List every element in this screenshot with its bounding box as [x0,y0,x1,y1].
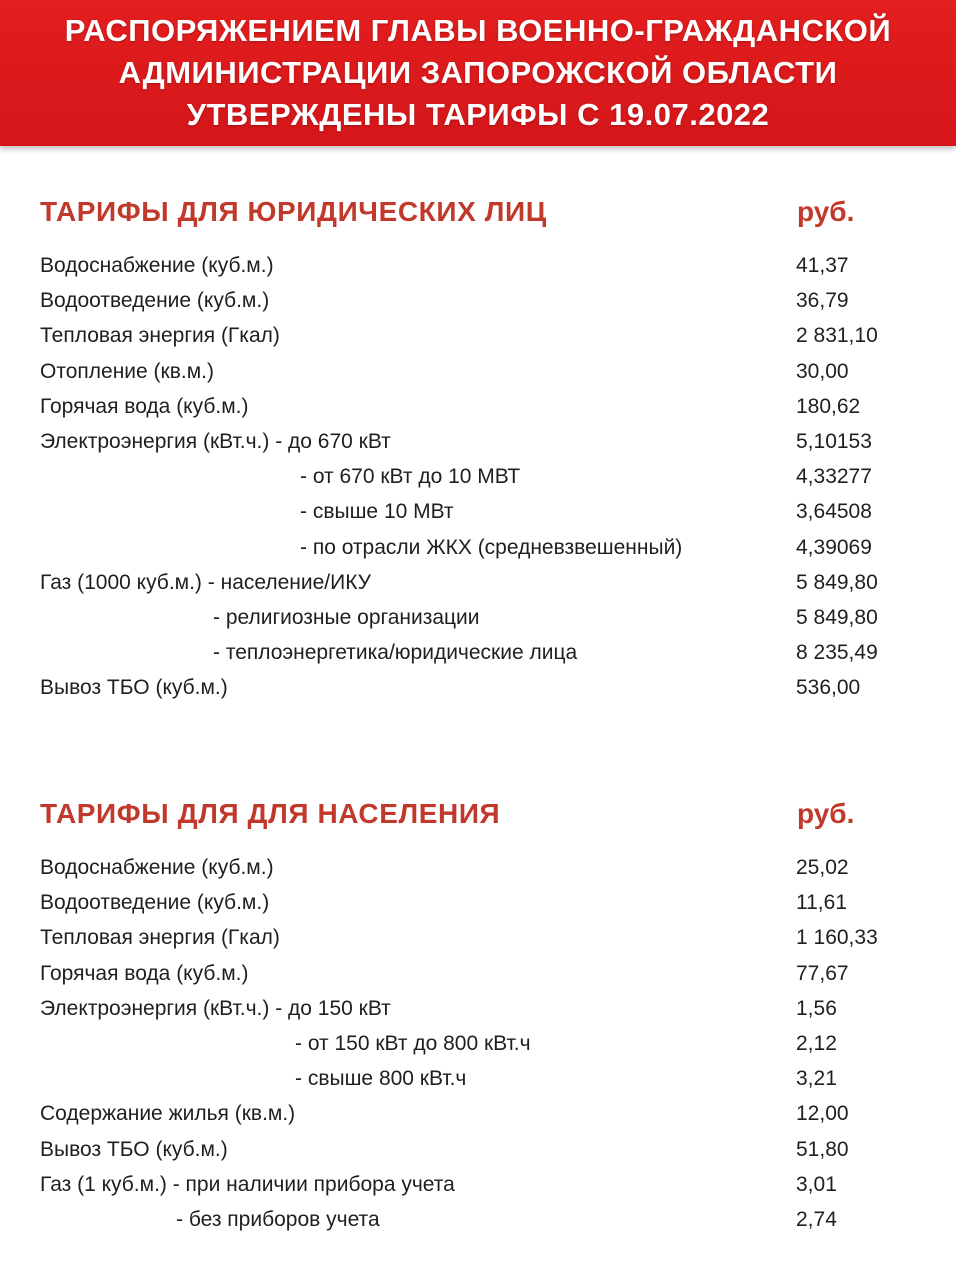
tariff-subrow [0,602,956,637]
tariff-value: 2,12 [796,1031,837,1055]
tariff-label: Водоотведение (куб.м.) [40,289,270,313]
legal-section-title: ТАРИФЫ ДЛЯ ЮРИДИЧЕСКИХ ЛИЦ [40,196,547,227]
tariff-label: - свыше 800 кВт.ч [295,1067,467,1091]
tariff-label: - от 150 кВт до 800 кВт.ч [295,1031,531,1055]
tariff-value: 5 849,80 [796,605,878,629]
header-line-3: УТВЕРЖДЕНЫ ТАРИФЫ С 19.07.2022 [186,97,770,132]
tariff-row [0,391,956,426]
tariff-value: 3,01 [796,1172,837,1196]
legal-section-header [0,196,956,236]
tariff-subrow [0,496,956,531]
header-line-2: АДМИНИСТРАЦИИ ЗАПОРОЖСКОЙ ОБЛАСТИ [118,55,838,90]
tariff-row [0,426,956,461]
tariff-label: Тепловая энергия (Гкал) [40,926,280,950]
tariff-label: - от 670 кВт до 10 МВТ [300,465,521,489]
population-tariffs-section [0,798,956,1239]
tariff-subrow [0,1204,956,1239]
tariff-label: - теплоэнергетика/юридические лица [213,641,578,665]
population-currency-unit: руб. [797,798,855,829]
tariff-label: - свыше 10 МВт [300,500,454,524]
tariff-row [0,1134,956,1169]
header-banner [0,0,956,146]
tariff-row [0,887,956,922]
tariff-subrow [0,532,956,567]
tariff-label: - без приборов учета [176,1207,380,1231]
tariff-subrow [0,461,956,496]
tariff-value: 41,37 [796,254,849,277]
tariff-value: 8 235,49 [796,641,878,665]
population-section-title: ТАРИФЫ ДЛЯ ДЛЯ НАСЕЛЕНИЯ [40,798,501,829]
tariff-value: 1,56 [796,996,837,1020]
tariff-label: Электроэнергия (кВт.ч.) - до 670 кВт [40,429,391,453]
tariff-label: Горячая вода (куб.м.) [40,961,249,985]
tariff-subrow [0,637,956,672]
tariff-label: Газ (1 куб.м.) - при наличии прибора учета [40,1172,455,1196]
tariff-value: 3,21 [796,1067,837,1091]
tariff-row [0,567,956,602]
tariff-value: 5,10153 [796,429,872,453]
tariff-value: 3,64508 [796,500,872,524]
tariff-row [0,852,956,887]
tariff-label: Вывоз ТБО (куб.м.) [40,1137,228,1161]
tariff-label: Содержание жилья (кв.м.) [40,1102,296,1126]
population-section-header [0,798,956,838]
tariff-row [0,1098,956,1133]
tariff-row [0,672,956,707]
tariff-label: Водоснабжение (куб.м.) [40,856,274,879]
tariff-value: 180,62 [796,394,861,418]
tariff-value: 36,79 [796,289,849,313]
tariff-row [0,250,956,285]
tariff-label: Горячая вода (куб.м.) [40,394,249,418]
legal-tariff-list [0,250,956,707]
tariff-row [0,320,956,355]
tariff-row [0,922,956,957]
tariff-value: 2 831,10 [796,324,878,348]
tariff-label: Электроэнергия (кВт.ч.) - до 150 кВт [40,996,391,1020]
tariff-value: 30,00 [796,359,849,383]
tariff-value: 1 160,33 [796,926,878,950]
legal-tariffs-section [0,196,956,707]
tariff-row [0,958,956,993]
tariff-value: 11,61 [796,891,847,915]
tariff-value: 2,74 [796,1207,837,1231]
tariff-value: 4,33277 [796,465,872,489]
tariff-label: Тепловая энергия (Гкал) [40,324,280,348]
tariff-value: 5 849,80 [796,570,878,594]
tariff-label: Водоотведение (куб.м.) [40,891,270,915]
header-line-1: РАСПОРЯЖЕНИЕМ ГЛАВЫ ВОЕННО-ГРАЖДАНСКОЙ [64,13,892,48]
legal-currency-unit: руб. [797,196,855,227]
tariff-value: 4,39069 [796,535,872,559]
tariff-subrow [0,1028,956,1063]
tariff-label: - по отрасли ЖКХ (средневзвешенный) [300,535,683,559]
tariff-value: 25,02 [796,856,849,879]
tariff-value: 536,00 [796,676,861,700]
tariff-row [0,993,956,1028]
tariff-label: Газ (1000 куб.м.) - население/ИКУ [40,570,372,594]
tariff-label: - религиозные организации [213,605,480,629]
tariff-value: 77,67 [796,961,849,985]
tariff-row [0,356,956,391]
tariff-label: Водоснабжение (куб.м.) [40,254,274,277]
tariff-value: 12,00 [796,1102,849,1126]
tariff-label: Отопление (кв.м.) [40,359,214,383]
tariff-row [0,285,956,320]
tariff-value: 51,80 [796,1137,849,1161]
tariff-label: Вывоз ТБО (куб.м.) [40,676,228,700]
population-tariff-list [0,852,956,1239]
tariff-row [0,1169,956,1204]
tariff-subrow [0,1063,956,1098]
